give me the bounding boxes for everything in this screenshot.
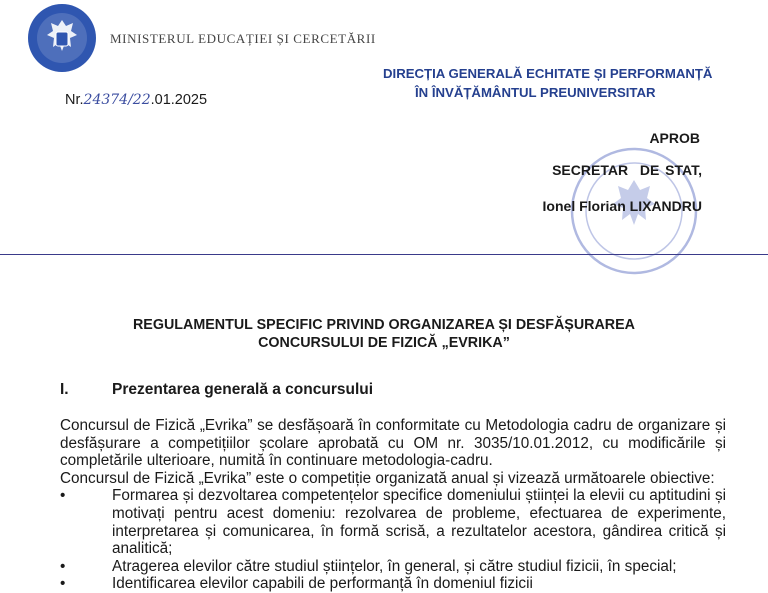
- ministry-name: MINISTERUL EDUCAȚIEI ȘI CERCETĂRII: [110, 31, 376, 46]
- nr-suffix: .01.2025: [150, 92, 208, 108]
- nr-prefix: Nr.: [65, 92, 84, 108]
- registration-number: [65, 92, 207, 108]
- title-line-1: REGULAMENTUL SPECIFIC PRIVIND ORGANIZAREA ȘI DESFĂȘURAREA: [132, 317, 635, 333]
- section-heading: [60, 381, 373, 399]
- title-line-2: CONCURSULUI DE FIZICĂ „EVRIKA”: [258, 335, 510, 351]
- document-body: [60, 417, 726, 593]
- approver-name: Ionel Florian LIXANDRU: [542, 198, 702, 214]
- bullet-text-1: Formarea și dezvoltarea competențelor specifice domeniului științei la elevii cu aptitudini și motivați pentru acest domeniu: rezolvarea de probleme, efectuarea de experimente, interpretarea și comunicarea, în formă scrisă, a rezultatelor acestora, gândirea critică și analitică;: [112, 487, 726, 558]
- redaction-patch: [706, 215, 728, 263]
- direction-line-2: ÎN ÎNVĂȚĂMÂNTUL PREUNIVERSITAR: [415, 85, 656, 100]
- government-emblem-logo: [26, 2, 98, 74]
- bullet-text-3: Identificarea elevilor capabili de performanță în domeniul fizicii: [112, 575, 533, 593]
- bullet-dot: •: [60, 575, 66, 593]
- bullet-dot: •: [60, 487, 66, 505]
- approval-label: APROB: [649, 130, 700, 146]
- general-direction-header: [383, 64, 712, 102]
- paragraph-2: Concursul de Fizică „Evrika” este o competiție organizată anual și vizează următoarele obiective:: [60, 469, 715, 487]
- section-title: Prezentarea generală a concursului: [112, 381, 374, 398]
- bullet-item-3: [60, 575, 726, 593]
- bullet-text-2: Atragerea elevilor către studiul științelor, în general, și către studiul fizicii, în special;: [112, 557, 677, 575]
- paragraph-1: Concursul de Fizică „Evrika” se desfășoară în conformitate cu Metodologia cadru de organizare și desfășurare a competițiilor școlare aprobată cu OM nr. 3035/10.01.2012, cu modificările și completările ulterioare, numită în continuare metodologia-cadru.: [60, 417, 726, 470]
- section-number: I.: [60, 381, 69, 398]
- nr-handwritten: 24374/22: [83, 92, 151, 108]
- approver-role: SECRETAR DE STAT,: [552, 162, 702, 178]
- direction-line-1: DIRECȚIA GENERALĂ ECHITATE ȘI PERFORMANȚĂ: [383, 66, 713, 81]
- bullet-item-1: [60, 487, 726, 557]
- bullet-dot: •: [60, 557, 66, 575]
- bullet-item-2: [60, 558, 726, 576]
- header-divider: [0, 254, 768, 255]
- document-title: [0, 316, 768, 352]
